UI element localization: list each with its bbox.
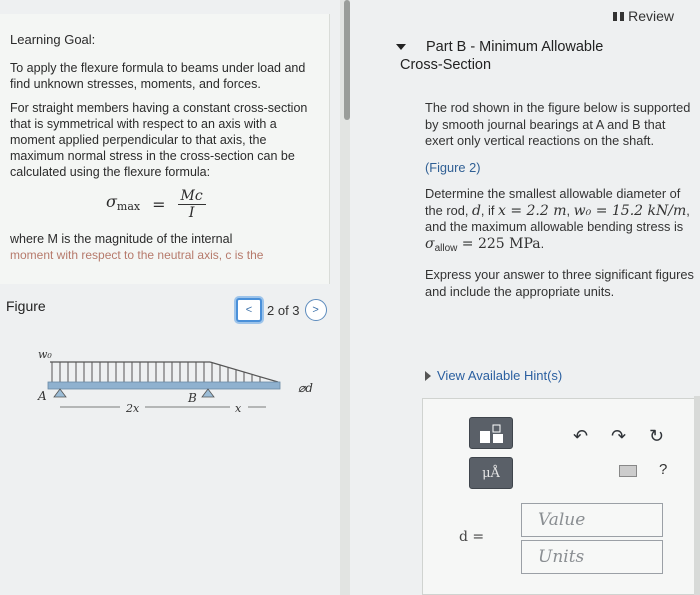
label-x: x: [235, 402, 242, 415]
figure-next-button[interactable]: [305, 299, 327, 321]
learning-goal-title: Learning Goal:: [10, 32, 96, 47]
beam-rod: [48, 382, 280, 389]
chevron-left-icon: <: [245, 304, 253, 316]
learning-goal-text: To apply the flexure formula to beams under load and find unknown stresses, moments, and forces.: [10, 61, 306, 91]
chevron-right-icon: >: [312, 304, 319, 316]
cut-off-text: moment with respect to the neutral axis, c is the: [10, 248, 264, 262]
right-panel: [350, 0, 700, 595]
formula-denominator: I: [188, 205, 195, 221]
redo-icon[interactable]: ↷: [611, 426, 627, 446]
figure-prev-button[interactable]: [236, 298, 262, 322]
part-title-line2: Cross-Section: [400, 57, 492, 73]
units-button[interactable]: μÅ: [469, 457, 513, 489]
formula-numerator: Mc: [178, 188, 206, 205]
hint-label: View Available Hint(s): [437, 368, 563, 383]
review-label: Review: [628, 8, 674, 24]
units-input[interactable]: Units: [521, 540, 663, 574]
figure-reference-link[interactable]: (Figure 2): [425, 159, 481, 175]
label-b: B: [188, 391, 197, 405]
part-title-line1: Part B - Minimum Allowable: [426, 39, 604, 55]
caret-right-icon: [425, 371, 431, 381]
figure-page-count: 2 of 3: [267, 302, 300, 318]
where-text: where M is the magnitude of the internal: [10, 232, 233, 246]
d-equals-label: d =: [459, 529, 485, 545]
help-icon[interactable]: ?: [659, 461, 668, 478]
part-b-header[interactable]: [400, 38, 603, 74]
formula-fraction: [178, 188, 206, 221]
right-scrollbar[interactable]: [694, 396, 700, 595]
instructions: Express your answer to three significant figures and include the appropriate units.: [425, 267, 694, 299]
figure-navigation: [236, 298, 327, 322]
keyboard-icon[interactable]: [619, 465, 637, 477]
formula-equals: =: [152, 194, 166, 214]
label-diameter: ⌀d: [298, 381, 313, 395]
flexure-description: For straight members having a constant cross-section that is symmetrical with respect to an axis with a moment applied perpendicular to that axis, the maximum normal stress in the cross-section can be calculated using the flexure formula:: [10, 101, 308, 179]
reset-icon[interactable]: ↻: [649, 426, 665, 446]
load-arrows: [52, 362, 260, 382]
beam-figure: [30, 340, 330, 430]
problem-content: [425, 100, 695, 310]
beam-diagram: [30, 340, 330, 430]
value-input[interactable]: Value: [521, 503, 663, 537]
template-button[interactable]: [469, 417, 513, 449]
undo-icon[interactable]: ↶: [573, 426, 589, 446]
figure-label: Figure: [6, 298, 46, 314]
template-icon: [470, 418, 514, 450]
answer-box: [422, 398, 700, 595]
flexure-formula: [106, 188, 319, 221]
problem-description: The rod shown in the figure below is supported by smooth journal bearings at A and B that exert only vertical reactions on the shaft.: [425, 100, 691, 148]
caret-down-icon: [396, 44, 406, 50]
problem-statement: Determine the smallest allowable diameter of the rod, d, if x = 2.2 m, w₀ = 15.2 kN/m, and the maximum allowable bending stress is $\sigma_{allow} = 225$ MPa.: [425, 186, 690, 254]
formula-sigma: σmax: [106, 192, 141, 213]
label-a: A: [38, 389, 47, 403]
label-2x: 2x: [126, 402, 140, 415]
wo-label: w₀: [38, 348, 52, 361]
support-a: [54, 389, 66, 397]
review-icon: [613, 12, 624, 21]
support-b: [202, 389, 214, 397]
hint-link[interactable]: [425, 368, 562, 383]
learning-goal-box: [0, 14, 330, 284]
review-link[interactable]: [613, 8, 674, 24]
